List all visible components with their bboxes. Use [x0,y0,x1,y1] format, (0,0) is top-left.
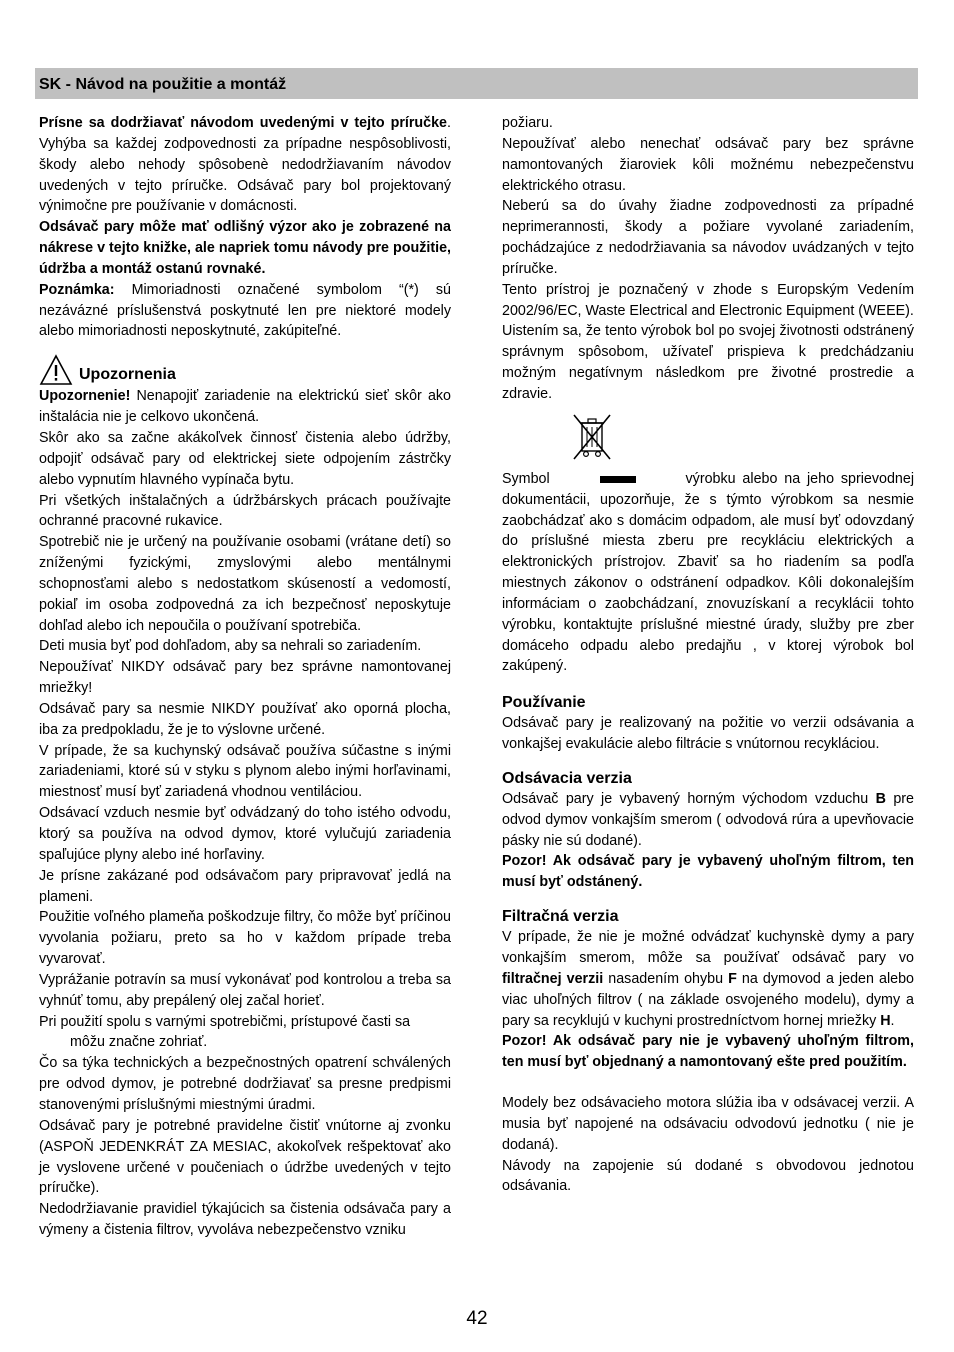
section-header [35,68,918,99]
filter-version-text [502,927,914,1031]
filter-warning: Pozor! Ak odsávač pary nie je vybavený uhoľným filtrom, ten musí byť objednaný a namontovaný ešte pred použitím. [502,1033,914,1071]
page-number: 42 [466,1308,488,1329]
warning-8: V prípade, že sa kuchynský odsávač používa súčastne s inými zariadeniami, ktoré sú v styku s plynom alebo inými horľavinami, miestnosť musí byť zariadená vhodnou ventiláciou. [39,742,451,801]
warning-label: Upozornenie! [39,388,131,405]
warning-1-text: Nenapojiť zariadenie na elektrickú sieť skôr ako inštalácia nie je celkovo ukončená. [39,388,451,426]
warning-4: Spotrebič nie je určený na používanie osobami (vrátane detí) so zníženými fyzickými, zmyslovými alebo mentálnymi schopnosťami alebo s nedostatkom skúseností a vedomostí, pokiaľ im osoba zodpovedná za ich bezpečnosť neposkytuje dohľad alebo ich nepoučila o používaní spotrebiča. [39,534,451,634]
warning-12: Vyprážanie potravín sa musí vykonávať pod kontrolou a treba sa vyhnúť tomu, aby prepálený olej začal horieť. [39,971,451,1009]
warning-6: Nepoužívať NIKDY odsávač pary bez správne namontovanej mriežky! [39,659,451,697]
ducted-version-title: Odsávacia verzia [502,769,632,787]
appearance-note: Odsávač pary môže mať odlišný výzor ako je zobrazené na nákrese v tejto knižke, ale napriek tomu návody pre použitie, údržba a montáž ostanú rovnaké. [39,219,451,277]
symbol-paragraph [502,469,914,677]
warning-2: Skôr ako sa začne akákoľvek činnosť čistenia alebo údržby, odpojiť odsávač pary od elektrickej siete odpojením zástrčky alebo vypnutím hlavného vypínača bytu. [39,429,451,488]
weee-directive: Tento prístroj je poznačený v zhode s Europským Vedením 2002/96/EC, Waste Electrical and Electronic Equipment (WEEE). [502,281,914,319]
note-label: Poznámka: [39,281,115,298]
filter-text-c: nasadením ohybu [603,970,729,987]
usage-title: Používanie [502,694,586,712]
right-para-1: požiaru. [502,115,553,131]
warning-15: Odsávač pary je potrebné pravidelne čistiť vnútorne aj zvonku (ASPOŇ JEDENKRÁT ZA MESIAC, akokoľvek rešpektovať ako je vyslovene určené v poučeniach o údržbe uvedených v tejto príručke). [39,1117,451,1197]
intro-bold: Prísne sa dodržiavať návodom uvedenými v tejto príručke [39,115,448,131]
note-paragraph [39,280,451,343]
filter-text-g: . [890,1012,895,1029]
symbol-word: Symbol [502,470,550,487]
filter-text-e: na dymovod a jeden alebo viac uhoľných filtrov ( na základe osvojeného modelu), dymy a pary sa recyklujú v kuchyni prostredníctvom hornej mriežky [502,970,914,1029]
ducted-text-a: Odsávač pary je vybavený horným východom vzduchu [502,790,876,807]
note-text: Mimoriadnosti označené symbolom “(*) sú nezávázné príslušenstvá poskytnuté len pre niektoré modely alebo mimoriadnosti neposkytnuté, zakúpiteľné. [39,281,451,340]
warning-5: Deti musia byť pod dohľadom, aby sa nehrali so zariadením. [39,638,422,655]
right-para-2: Nepoužívať alebo nenechať odsávač pary bez správne namontovaných žiaroviek kôli možnému nebezpečenstvu elektrického otrasu. [502,135,914,194]
ducted-warning: Pozor! Ak odsávač pary je vybavený uhoľným filtrom, ten musí byť odstánený. [502,853,914,891]
ducted-letter-b: B [875,790,886,807]
ducted-version-text [502,789,914,852]
warning-10: Je prísne zakázané pod odsávačom pary pripravovať jedlá na plameni. [39,867,451,905]
left-column [39,113,451,1241]
filter-text-a: V prípade, že nie je možné odvádzať kuchynskè dymy a pary vonkajším smerom, môže sa používať odsávač pary vo [502,929,914,966]
warning-13-line2: môžu značne zohriať. [70,1034,208,1051]
filter-letter-f: F [728,970,737,987]
warning-9: Odsávací vzduch nesmie byť odvádzaný do toho istého odvodu, ktorý sa používa na odvod dymov, ktoré vylučujú zariadenia spaľujúce plyny alebo iné horľaviny. [39,805,451,863]
warning-triangle-icon [39,354,73,386]
warning-3: Pri všetkých inštalačných a údržbárskych prácach používajte ochranné pracovné rukavice. [39,492,451,530]
ducted-text-c: pre odvod dymov vonkajším smerom ( odvodová rúra a upevňovacie pásky nie sú dodané). [502,790,914,849]
warning-14: Čo sa týka technických a bezpečnostných opatrení schválených pre odvod dymov, je potrebné dodržiavať sa presne predpismi stanovenými príslušnými miestnými úradmi. [39,1055,451,1113]
filter-version-title: Filtračná verzia [502,908,619,926]
warning-7: Odsávač pary sa nesmie NIKDY používať ako oporná plocha, iba za predpokladu, že je to výslovne určené. [39,700,451,738]
weee-black-bar [600,476,636,483]
warnings-title: Upozornenia [79,366,176,384]
warning-11: Použitie voľného plameňa poškodzuje filtry, čo môže byť príčinou vyvolania požiaru, preto sa ho v každom prípade treba vyvarovať. [39,909,451,968]
weee-crossed-bin-icon [570,413,614,461]
warning-13 [39,1012,451,1054]
right-column [502,113,914,1197]
intro-text: . Vyhýba sa každej zodpovednosti za prípadne nespôsoblivosti, škody alebo nehody spôsobenè nedodržiavaním návodov uvedených v tejto príručke. Odsávač pary bol projektovaný výnimočne pre používanie v domácnosti. [39,115,451,215]
usage-text: Odsávač pary je realizovaný na požitie vo verzii odsávania a vonkajšej evakulácie alebo filtrácie s vnútornou recykláciou. [502,715,914,753]
symbol-text: výrobku alebo na jeho sprievodnej dokumentácii, upozorňuje, že s týmto výrobkom sa nesmie zaobchádzať ako s domácim odpadom, ale musí byť odovzdaný do príslušné miesta zberu pre recykláciu elektrických a elektronických prístrojov. Zbaviť sa ho riadením sa podľa miestnych zákonov o odstránení odpadkov. Kôli dokonalejším informáciam o zaobchádzaní, znovuzískaní a recyklácii tohto výrobku, kontaktujte príslušné miestné úrady, služby pre zber domáceho odpadu alebo predajňu , v ktorej výrobok bol zakúpený. [502,470,915,675]
warning-1 [39,386,451,428]
intro-paragraph [39,113,451,217]
section-title: SK - Návod na použitie a montáž [39,76,287,93]
right-para-3: Neberú sa do úvahy žiadne zodpovednosti za prípadné neprimerannosti, škody a požiare vyvolané zariadením, pochádzajúce z nedodržiavania sa návodov uvádzaných v tejto príručke. [502,198,914,277]
warnings-heading [39,352,451,386]
warning-16: Nedodržiavanie pravidiel týkajúcich sa čistenia odsávača pary a výmeny a čistenia filtrov, vyvoláva nebezpečenstvo vzniku [39,1201,451,1239]
weee-symbol [570,413,914,463]
models-paragraph: Modely bez odsávacieho motora slúžia iba v odsávacej verzii. A musia byť napojené na odsávaciu odvodovú jednotku ( nie je dodaná). [502,1095,914,1153]
disposal-paragraph: Uistením sa, že tento výrobok bol po svojej životnosti odstránený správnym spôsobom, užívateľ prispieva k predchádzaniu možným negatívnym následkom pre životné prostredie a zdravie. [502,323,914,402]
warning-13-line1: Pri použití spolu s varnými spotrebičmi, prístupové časti sa [39,1013,411,1030]
connection-paragraph: Návody na zapojenie sú dodané s obvodovou jednotou odsávania. [502,1157,914,1195]
filter-text-bold: filtračnej verzii [502,970,604,987]
filter-letter-h: H [880,1012,891,1029]
